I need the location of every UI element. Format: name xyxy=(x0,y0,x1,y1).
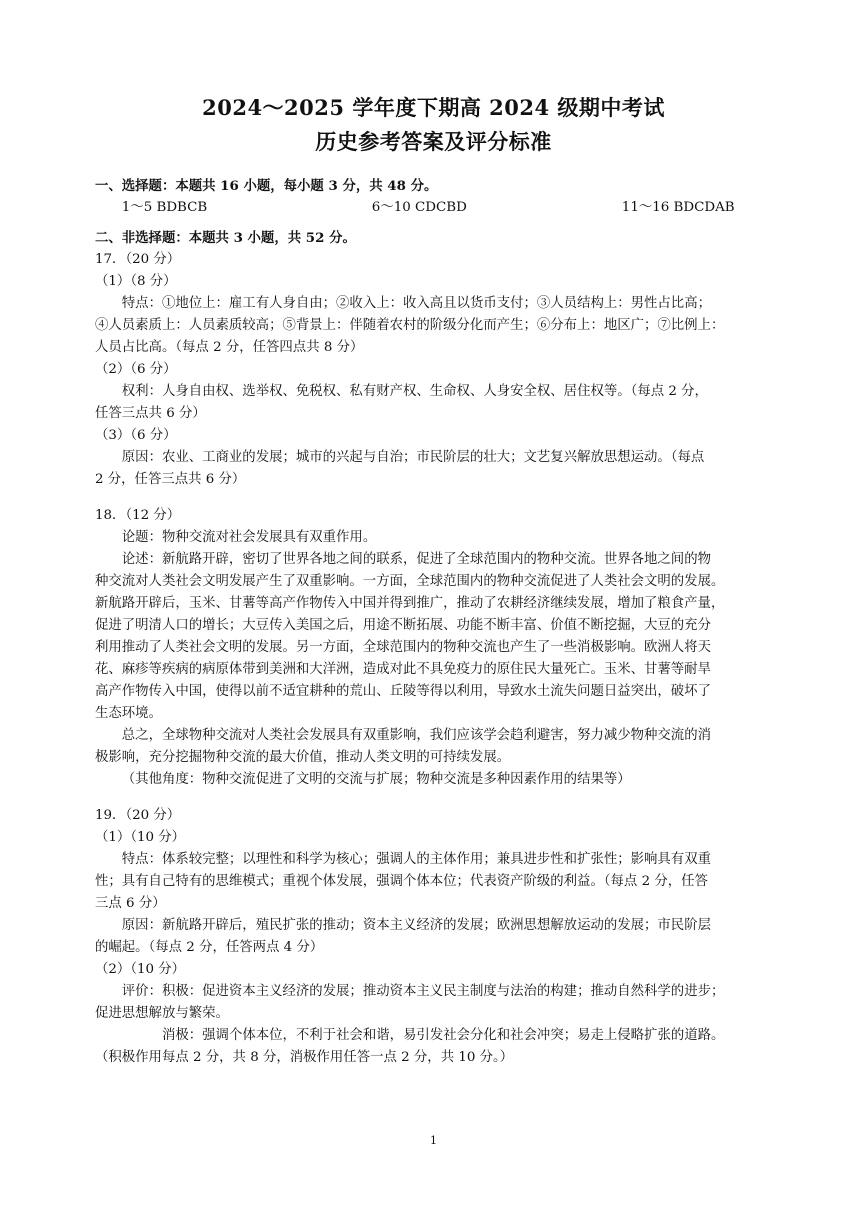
q19-part2-text: 评价：积极：促进资本主义经济的发展；推动资本主义民主制度与法治的构建；推动自然科学的进步； xyxy=(121,984,725,999)
document-body xyxy=(95,175,775,1069)
answer-group-2: 6～10 CDCBD xyxy=(371,200,467,215)
question-19-heading: 19．（20 分） xyxy=(95,808,181,823)
q17-part3-text: 原因：农业、工商业的发展；城市的兴起与自治；市民阶层的壮大；文艺复兴解放思想运动。（每点 xyxy=(121,450,705,465)
q17-part3-heading: （3）（6 分） xyxy=(95,428,177,443)
q19-part2-heading: （2）（10 分） xyxy=(95,962,186,977)
q17-part2-text: 权利：人身自由权、选举权、免税权、私有财产权、生命权、人身安全权、居住权等。（每点 2 分， xyxy=(121,384,708,399)
q18-text: 论述：新航路开辟，密切了世界各地之间的联系，促进了全球范围内的物种交流。世界各地之间的物 xyxy=(121,552,711,567)
q18-text: 生态环境。 xyxy=(95,706,162,721)
section-heading-nonchoice: 二、非选择题：本题共 3 小题，共 52 分。 xyxy=(95,230,356,246)
choice-answers-row xyxy=(95,197,775,219)
q18-text: 种交流对人类社会文明发展产生了双重影响。一方面，全球范围内的物种交流促进了人类社会文明的发展。 xyxy=(95,574,725,589)
answer-group-1: 1～5 BDBCB xyxy=(121,200,208,215)
q19-part1-text: 特点：体系较完整；以理性和科学为核心；强调人的主体作用；兼具进步性和扩张性；影响具有双重 xyxy=(121,852,711,867)
q17-part1-heading: （1）（8 分） xyxy=(95,274,177,289)
q18-text: 利用推动了人类社会文明的发展。另一方面，全球范围内的物种交流也产生了一些消极影响。欧洲人将天 xyxy=(95,640,711,655)
q18-text: 极影响，充分挖掘物种交流的最大价值，推动人类文明的可持续发展。 xyxy=(95,750,511,765)
q19-part2-text: 促进思想解放与繁荣。 xyxy=(95,1006,229,1021)
q19-part1-text: 三点 6 分） xyxy=(95,896,166,911)
q19-part1-text: 的崛起。（每点 2 分，任答两点 4 分） xyxy=(95,940,324,955)
q18-text: 花、麻疹等疾病的病原体带到美洲和大洋洲，造成对此不具免疫力的原住民大量死亡。玉米、甘薯等耐旱 xyxy=(95,662,711,677)
document-title: 2024～2025 学年度下期高 2024 级期中考试 xyxy=(202,95,665,120)
q19-part2-text: 消极：强调个体本位，不利于社会和谐，易引发社会分化和社会冲突；易走上侵略扩张的道路。 xyxy=(162,1028,725,1043)
q18-note: （其他角度：物种交流促进了文明的交流与扩展；物种交流是多种因素作用的结果等） xyxy=(121,772,631,787)
question-18-heading: 18．（12 分） xyxy=(95,508,181,523)
answer-group-3: 11～16 BDCDAB xyxy=(621,200,735,215)
q17-part1-text: 特点：①地位上：雇工有人身自由；②收入上：收入高且以货币支付；③人员结构上：男性占比高； xyxy=(121,296,711,311)
document-subtitle: 历史参考答案及评分标准 xyxy=(315,129,552,154)
q19-part2-note: （积极作用每点 2 分，共 8 分，消极作用任答一点 2 分，共 10 分。） xyxy=(95,1050,514,1065)
q18-text: 高产作物传入中国，使得以前不适宜耕种的荒山、丘陵等得以利用，导致水土流失问题日益突出，破坏了 xyxy=(95,684,711,699)
q17-part1-text: ④人员素质上：人员素质较高；⑤背景上：伴随着农村的阶级分化而产生；⑥分布上：地区广；⑦比例上： xyxy=(95,318,725,333)
q18-text: 新航路开辟后，玉米、甘薯等高产作物传入中国并得到推广，推动了农耕经济继续发展，增加了粮食产量， xyxy=(95,596,725,611)
q17-part3-text: 2 分，任答三点共 6 分） xyxy=(95,472,246,487)
question-17-heading: 17．（20 分） xyxy=(95,252,181,267)
q18-text: 总之，全球物种交流对人类社会发展具有双重影响，我们应该学会趋利避害，努力减少物种交流的消 xyxy=(121,728,711,743)
q18-text: 论题：物种交流对社会发展具有双重作用。 xyxy=(121,530,377,545)
q19-part1-text: 性；具有自己特有的思维模式；重视个体发展，强调个体本位；代表资产阶级的利益。（每点 2 分，任答 xyxy=(95,874,708,889)
q17-part1-text: 人员占比高。（每点 2 分，任答四点共 8 分） xyxy=(95,340,364,355)
q19-part1-heading: （1）（10 分） xyxy=(95,830,186,845)
q17-part2-text: 任答三点共 6 分） xyxy=(95,406,206,421)
page-number: 1 xyxy=(430,1134,437,1147)
q17-part2-heading: （2）（6 分） xyxy=(95,362,177,377)
q18-text: 促进了明清人口的增长；大豆传入美国之后，用途不断拓展、功能不断丰富、价值不断挖掘，大豆的充分 xyxy=(95,618,711,633)
q19-part1-text: 原因：新航路开辟后，殖民扩张的推动；资本主义经济的发展；欧洲思想解放运动的发展；市民阶层 xyxy=(121,918,711,933)
section-heading-choice: 一、选择题：本题共 16 小题，每小题 3 分，共 48 分。 xyxy=(95,178,438,194)
